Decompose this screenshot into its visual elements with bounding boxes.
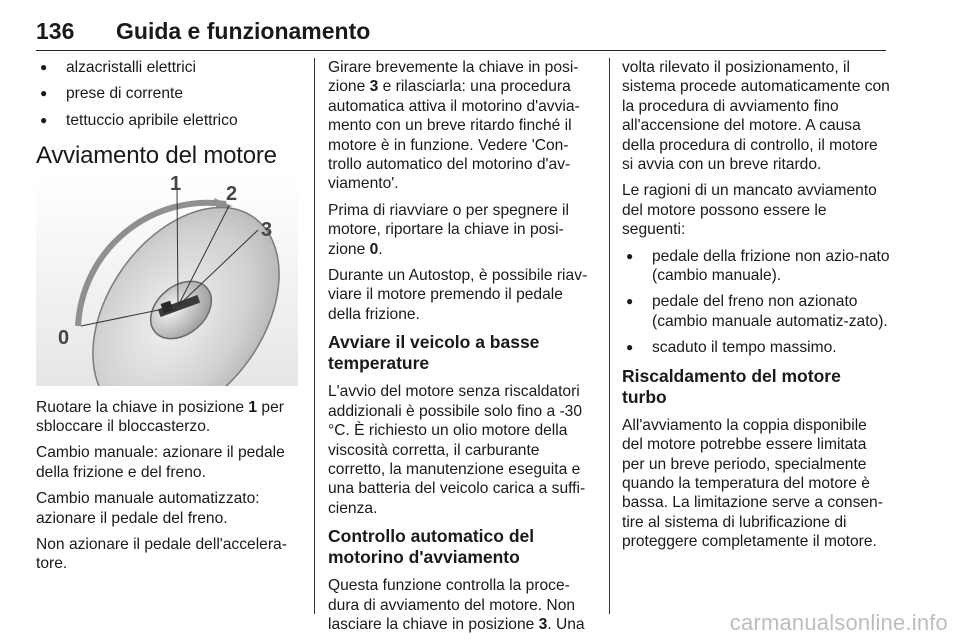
subsection-title: Avviare il veicolo a basse temperature <box>328 332 540 374</box>
paragraph: Questa funzione controlla la proce-dura di avviamento del motore. Non lasciare la chiave in posizione 3. Una <box>328 577 585 633</box>
page-number: 136 <box>36 18 75 44</box>
paragraph: L'avvio del motore senza riscaldatori addizionali è possibile solo fino a -30 °C. È richiesto un olio motore della viscosità corretta, il carburante corretto, la manutenzione eseguita e una batteria del veicolo carica a suffi-cienza. <box>328 383 586 517</box>
position-label-0: 0 <box>58 326 70 349</box>
list-item: ● scaduto il tempo massimo. <box>622 338 890 357</box>
paragraph: Durante un Autostop, è possibile riav-viare il motore premendo il pedale della frizione. <box>328 267 588 323</box>
column-divider-1 <box>314 58 315 614</box>
position-label-3: 3 <box>261 218 273 241</box>
column-2 <box>328 58 594 641</box>
list-item: ● pedale del freno non azionato (cambio manuale automatiz-zato). <box>622 292 890 331</box>
position-label-2: 2 <box>226 182 238 205</box>
failure-reasons-list <box>622 247 890 358</box>
column-divider-2 <box>609 58 610 614</box>
section-title: Avviamento del motore <box>36 142 277 170</box>
paragraph: Le ragioni di un mancato avviamento del motore possono essere le seguenti: <box>622 182 877 239</box>
paragraph: Ruotare la chiave in posizione 1 per sbloccare il bloccasterzo. <box>36 398 284 436</box>
page-header <box>36 18 886 51</box>
paragraph: Prima di riavviare o per spegnere il motore, riportare la chiave in posi-zione 0. <box>328 201 569 258</box>
subsection-title: Controllo automatico del motorino d'avviamento <box>328 526 535 568</box>
chapter-title: Guida e funzionamento <box>116 18 371 44</box>
position-label-1: 1 <box>170 175 182 195</box>
paragraph: All'avviamento la coppia disponibile del motore potrebbe essere limitata per un breve periodo, specialmente quando la temperatura del motore è bassa. La limitazione serve a consen-tire al sistema di lubrificazione di proteggere completamente il motore. <box>622 416 883 551</box>
list-item: ● pedale della frizione non azio-nato (cambio manuale). <box>622 247 890 286</box>
paragraph: Cambio manuale automatizzato: azionare il pedale del freno. <box>36 490 260 527</box>
column-1 <box>36 58 298 581</box>
list-item: ● alzacristalli elettrici <box>36 58 298 77</box>
paragraph: Girare brevemente la chiave in posi-zione 3 e rilasciarla: una procedura automatica attiva il motorino d'avvia-mento con un breve ritardo finché il motore è in funzione. Vedere 'Con-trollo automatico del motorino d'av-viamento'. <box>328 59 580 193</box>
ignition-key-diagram <box>36 176 298 386</box>
list-item: ● prese di corrente <box>36 84 298 103</box>
watermark: carmanualsonline.info <box>729 610 948 635</box>
list-item: ● tettuccio apribile elettrico <box>36 111 298 130</box>
feature-list <box>36 58 298 130</box>
paragraph: volta rilevato il posizionamento, il sistema procede automaticamente con la procedura di avviamento fino all'accensione del motore. A causa della procedura di controllo, il motore si avvia con un breve ritardo. <box>622 59 890 174</box>
column-3 <box>622 58 890 559</box>
subsection-title: Riscaldamento del motore turbo <box>622 365 841 407</box>
paragraph: Cambio manuale: azionare il pedale della frizione e del freno. <box>36 444 285 481</box>
paragraph: Non azionare il pedale dell'accelera-tore. <box>36 536 287 573</box>
